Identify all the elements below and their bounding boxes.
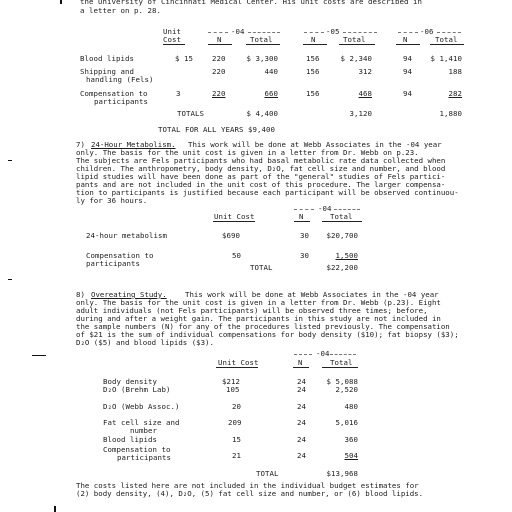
paragraph-line: children. The anthropometry, body density, D₂O, fat cell size and number, and blood bbox=[76, 164, 446, 173]
total-cell: 2,520 bbox=[335, 385, 358, 394]
scan-edge-mark bbox=[54, 506, 56, 512]
scan-edge-mark bbox=[8, 279, 12, 280]
n-cell: 156 bbox=[306, 54, 320, 63]
unit-cost-cell: 50 bbox=[232, 251, 241, 260]
row-label: participants bbox=[117, 453, 171, 462]
unit-cost-cell: 209 bbox=[228, 418, 242, 427]
totals-label: TOTALS bbox=[177, 109, 204, 118]
paragraph-line: This work will be done at Webb Associates in the -04 year bbox=[185, 290, 439, 299]
paragraph-line: adult individuals (not Fels participants) will be observed three times; before, bbox=[76, 306, 428, 315]
n-cell: 94 bbox=[403, 67, 412, 76]
total-label: TOTAL bbox=[250, 263, 273, 272]
unit-cost-cell: 15 bbox=[232, 435, 241, 444]
n-cell: 30 bbox=[300, 231, 309, 240]
unit-cost-cell: $ 15 bbox=[175, 54, 193, 63]
total-cell: 282 bbox=[448, 89, 462, 98]
row-label: 24-hour metabolism bbox=[86, 231, 167, 240]
col-header-unit: Unit bbox=[163, 27, 181, 36]
total-cell: $ 3,300 bbox=[246, 54, 278, 63]
n-cell: 24 bbox=[297, 377, 306, 386]
year-header: -04 bbox=[316, 349, 330, 358]
n-cell: 24 bbox=[297, 435, 306, 444]
n-cell: 24 bbox=[297, 451, 306, 460]
scan-edge-mark bbox=[60, 0, 62, 4]
year-header: -04 bbox=[318, 204, 332, 213]
section-heading: 24-Hour Metabolism. bbox=[91, 140, 176, 149]
unit-cost-cell: 105 bbox=[226, 385, 240, 394]
total-cell: 468 bbox=[358, 89, 372, 98]
intro-line: the University of Cincinnati Medical Center. His unit costs are described in bbox=[80, 0, 422, 6]
year-total: $ 4,400 bbox=[246, 109, 278, 118]
row-label: D₂O (Webb Assoc.) bbox=[103, 402, 180, 411]
total-cell: $ 2,340 bbox=[340, 54, 372, 63]
unit-cost-cell: $212 bbox=[222, 377, 240, 386]
section-number: 8) bbox=[76, 290, 85, 299]
paragraph-line: ly for 36 hours. bbox=[76, 196, 148, 205]
row-label: participants bbox=[86, 259, 140, 268]
row-label: Blood lipids bbox=[103, 435, 157, 444]
col-header-total: Total bbox=[435, 35, 458, 44]
intro-line: a letter on p. 28. bbox=[80, 6, 161, 15]
col-header-cost: Cost bbox=[163, 35, 181, 44]
paragraph-line: of $21 is the sum of individual compensations for body density ($10); fat biopsy ($3); bbox=[76, 330, 459, 339]
year-total: 1,880 bbox=[439, 109, 462, 118]
paragraph-line: This work will be done at Webb Associates in the -04 year bbox=[188, 140, 442, 149]
paragraph-line: The subjects are Fels participants who had basal metabolic rate data collected when bbox=[76, 156, 446, 165]
total-label: TOTAL bbox=[256, 469, 279, 478]
n-cell: 156 bbox=[306, 67, 320, 76]
paragraph-line: during and after a weight gain. The participants in this study are not included in bbox=[76, 314, 441, 323]
total-cell: 5,016 bbox=[335, 418, 358, 427]
total-cell: 440 bbox=[264, 67, 278, 76]
col-header-unit-cost: Unit Cost bbox=[214, 212, 255, 221]
row-label: Blood lipids bbox=[80, 54, 134, 63]
paragraph-line: only. The basis for the unit cost is given in a letter from Dr. Webb (p.23). Eight bbox=[76, 298, 441, 307]
row-label: handling (Fels) bbox=[86, 75, 154, 84]
paragraph-line: pants and are not included in the unit cost of this procedure. The larger compensa- bbox=[76, 180, 446, 189]
unit-cost-cell: 21 bbox=[232, 451, 241, 460]
row-label: number bbox=[130, 426, 157, 435]
section-number: 7) bbox=[76, 140, 85, 149]
paragraph-line: the sample numbers (N) for any of the procedures listed previously. The compensation bbox=[76, 322, 450, 331]
grand-total: TOTAL FOR ALL YEARS $9,400 bbox=[158, 125, 275, 134]
year-header: -05 bbox=[326, 27, 340, 36]
paragraph-line: D₂O ($5) and blood lipids ($3). bbox=[76, 338, 214, 347]
col-header-unit-cost: Unit Cost bbox=[218, 358, 259, 367]
total-cell: $20,700 bbox=[326, 231, 358, 240]
n-cell: 24 bbox=[297, 385, 306, 394]
scan-edge-mark bbox=[32, 355, 46, 356]
total-cell: 360 bbox=[344, 435, 358, 444]
n-cell: 24 bbox=[297, 418, 306, 427]
total-cell: 1,500 bbox=[335, 251, 358, 260]
year-header: -06 bbox=[420, 27, 434, 36]
row-label: Compensation to bbox=[86, 251, 154, 260]
footnote-line: The costs listed here are not included in the individual budget estimates for bbox=[76, 481, 419, 490]
col-header-n: N bbox=[403, 35, 408, 44]
n-cell: 24 bbox=[297, 402, 306, 411]
col-header-n: N bbox=[299, 212, 304, 221]
paragraph-line: only. The basis for the unit cost is given in a letter from Dr. Webb on p.23. bbox=[76, 148, 419, 157]
unit-cost-cell: 20 bbox=[232, 402, 241, 411]
col-header-total: Total bbox=[250, 35, 273, 44]
paragraph-line: lipid studies will have been done as part of the "general" studies of Fels partici- bbox=[76, 172, 446, 181]
row-label: Shipping and bbox=[80, 67, 134, 76]
row-label: Compensation to bbox=[80, 89, 148, 98]
row-label: Body density bbox=[103, 377, 157, 386]
total-cell: 504 bbox=[344, 451, 358, 460]
col-header-n: N bbox=[298, 358, 303, 367]
col-header-total: Total bbox=[343, 35, 366, 44]
n-cell: 30 bbox=[300, 251, 309, 260]
total-cell: 188 bbox=[448, 67, 462, 76]
section-total: $22,200 bbox=[326, 263, 358, 272]
col-header-total: Total bbox=[330, 212, 353, 221]
col-header-n: N bbox=[217, 35, 222, 44]
scan-edge-mark bbox=[8, 160, 12, 161]
n-cell: 220 bbox=[212, 89, 226, 98]
n-cell: 220 bbox=[212, 54, 226, 63]
total-cell: $ 1,410 bbox=[430, 54, 462, 63]
total-cell: 480 bbox=[344, 402, 358, 411]
year-total: 3,120 bbox=[349, 109, 372, 118]
paragraph-line: tion to participants is justified because each participant will be observed continuou- bbox=[76, 188, 459, 197]
total-cell: 312 bbox=[358, 67, 372, 76]
row-label: D₂O (Brehm Lab) bbox=[103, 385, 171, 394]
year-header: -04 bbox=[231, 27, 245, 36]
unit-cost-cell: 3 bbox=[176, 89, 181, 98]
row-label: participants bbox=[94, 97, 148, 106]
n-cell: 94 bbox=[403, 54, 412, 63]
row-label: Compensation to bbox=[103, 445, 171, 454]
col-header-total: Total bbox=[330, 358, 353, 367]
section-heading: Overeating Study. bbox=[91, 290, 167, 299]
unit-cost-cell: $690 bbox=[222, 231, 240, 240]
total-cell: 660 bbox=[264, 89, 278, 98]
col-header-n: N bbox=[311, 35, 316, 44]
n-cell: 94 bbox=[403, 89, 412, 98]
footnote-line: (2) body density, (4), D₂O, (5) fat cell size and number, or (6) blood lipids. bbox=[76, 489, 424, 498]
row-label: Fat cell size and bbox=[103, 418, 180, 427]
n-cell: 156 bbox=[306, 89, 320, 98]
total-cell: $ 5,088 bbox=[326, 377, 358, 386]
section-total: $13,968 bbox=[326, 469, 358, 478]
n-cell: 220 bbox=[212, 67, 226, 76]
